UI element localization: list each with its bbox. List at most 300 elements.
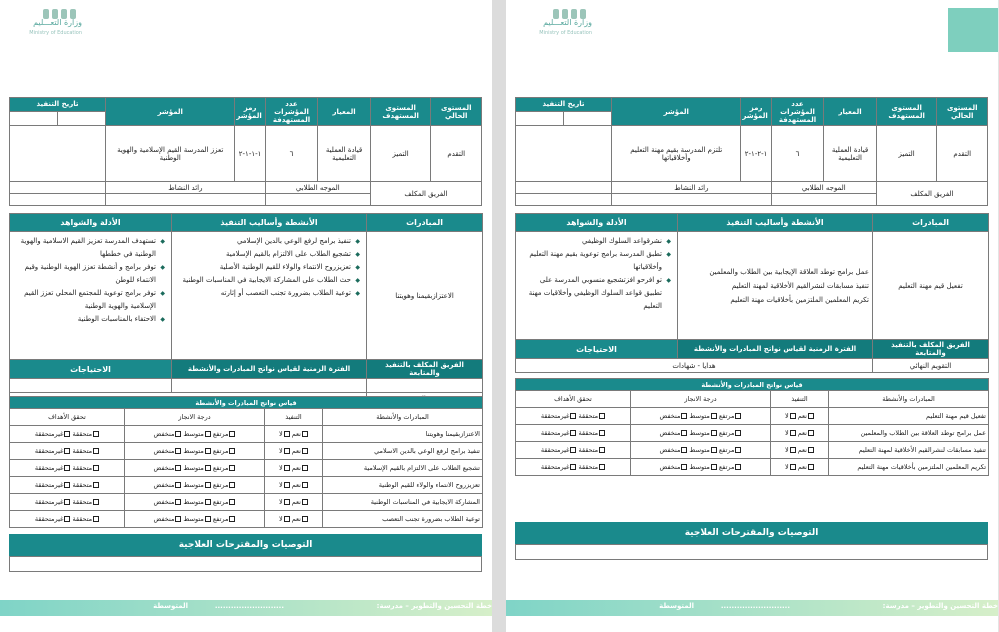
no-label: لا (279, 515, 283, 523)
medium-label: متوسط (689, 463, 710, 471)
low-label: منخفض (153, 515, 175, 523)
initiative-cell: الاعتزازبقيمنا وهويتنا (367, 232, 483, 360)
team-label: الفريق المكلف (370, 182, 481, 206)
checkbox-icon[interactable] (205, 482, 211, 488)
no-option[interactable] (785, 463, 796, 471)
checkbox-icon[interactable] (93, 499, 99, 505)
not-achieved-option[interactable] (35, 447, 71, 455)
yes-option[interactable] (292, 430, 308, 438)
measure-header: قياس نواتج المبادرات والأنشطة (516, 379, 989, 391)
achieved-option[interactable] (578, 446, 605, 454)
achieved-option[interactable] (72, 447, 99, 455)
checkbox-icon[interactable] (229, 482, 235, 488)
low-label: منخفض (153, 447, 175, 455)
execution-cell (265, 460, 323, 477)
medium-label: متوسط (689, 429, 710, 437)
team-followup-header: الفريق المكلف بالتنفيذ والمتابعة (367, 360, 483, 379)
achieved-label: متحققة (578, 412, 599, 420)
checkbox-icon[interactable] (808, 430, 814, 436)
val-current: التقدم (431, 126, 482, 182)
list-item: ◆ تعزيزروح الانتماء والولاء للقيم الوطنية الأصلية (178, 261, 360, 274)
checkbox-icon[interactable] (229, 448, 235, 454)
footer-dots: .......................... (720, 602, 790, 610)
goals-cell (10, 511, 125, 528)
val-indicator: تعزز المدرسة القيم الإسلامية والهوية الوطنية (106, 126, 235, 182)
goals-cell (516, 425, 631, 442)
footer-level: المتوسطة (153, 602, 188, 610)
not-achieved-option[interactable] (541, 412, 577, 420)
val-count: ٦ (265, 126, 318, 182)
checkbox-icon[interactable] (570, 430, 576, 436)
page-right (506, 0, 998, 632)
hdr-standard: المعيار (824, 98, 877, 126)
medium-option[interactable] (689, 446, 716, 454)
high-option[interactable] (719, 463, 742, 471)
logo-sub: Ministry of Education (539, 30, 592, 36)
checkbox-icon[interactable] (681, 430, 687, 436)
checkbox-icon[interactable] (735, 447, 741, 453)
table-row (10, 477, 483, 494)
list-item: ◆ تستهدف المدرسة تعزيز القيم الاسلامية والهوية الوطنية في خططها (16, 235, 165, 261)
achievement-cell (125, 443, 265, 460)
footer-dots: .......................... (214, 602, 284, 610)
col-goals: تحقق الأهداف (516, 391, 631, 408)
yes-option[interactable] (292, 498, 308, 506)
no-label: لا (785, 446, 789, 454)
not-achieved-label: غيرمتحققة (34, 464, 64, 472)
checkbox-icon[interactable] (570, 464, 576, 470)
evidence-header: الأدلة والشواهد (516, 214, 678, 232)
date-boxes (516, 112, 611, 125)
achievement-cell (125, 426, 265, 443)
checkbox-icon[interactable] (302, 448, 308, 454)
table-row (10, 511, 483, 528)
not-achieved-option[interactable] (541, 429, 577, 437)
hdr-date: تاريخ التنفيذ (516, 98, 611, 112)
checkbox-icon[interactable] (808, 447, 814, 453)
team-blank-1 (771, 194, 876, 206)
table-row (516, 459, 989, 476)
checkbox-icon[interactable] (302, 431, 308, 437)
not-achieved-label: غيرمتحققة (34, 515, 64, 523)
achieved-label: متحققة (578, 429, 599, 437)
low-label: منخفض (659, 429, 681, 437)
high-option[interactable] (213, 464, 236, 472)
execution-cell (771, 425, 829, 442)
row-label: المشاركة الايجابية في المناسبات الوطنية (323, 494, 483, 511)
low-option[interactable] (154, 498, 182, 506)
achieved-option[interactable] (578, 429, 605, 437)
high-label: مرتفع (718, 412, 735, 420)
not-achieved-option[interactable] (35, 515, 71, 523)
no-option[interactable] (785, 446, 796, 454)
checkbox-icon[interactable] (229, 499, 235, 505)
team-blank-1 (265, 194, 370, 206)
checkbox-icon[interactable] (790, 413, 796, 419)
low-option[interactable] (154, 481, 182, 489)
indicator-table (9, 97, 482, 206)
high-option[interactable] (719, 429, 742, 437)
val-target: التميز (370, 126, 431, 182)
checkbox-icon[interactable] (711, 464, 717, 470)
not-achieved-label: غيرمتحققة (540, 446, 570, 454)
checkbox-icon[interactable] (599, 430, 605, 436)
team-extra (516, 182, 612, 194)
timeframe-value (172, 379, 367, 393)
achievement-cell (125, 511, 265, 528)
no-label: لا (785, 412, 789, 420)
goals-cell (10, 460, 125, 477)
no-label: لا (785, 463, 789, 471)
hdr-current: المستوى الحالي (431, 98, 482, 126)
val-code: ١-١-١-٢ (235, 126, 265, 182)
checkbox-icon[interactable] (711, 447, 717, 453)
medium-label: متوسط (689, 446, 710, 454)
high-label: مرتفع (212, 481, 229, 489)
col-execution: التنفيذ (771, 391, 829, 408)
checkbox-icon[interactable] (64, 516, 70, 522)
table-row (516, 442, 989, 459)
no-option[interactable] (785, 429, 796, 437)
checkbox-icon[interactable] (93, 431, 99, 437)
row-label: تكريم المعلمين الملتزمين بأخلاقيات مهنة التعليم (829, 459, 989, 476)
checkbox-icon[interactable] (93, 516, 99, 522)
high-label: مرتفع (212, 464, 229, 472)
hdr-code: رمز المؤشر (235, 98, 265, 126)
checkbox-icon[interactable] (681, 447, 687, 453)
low-option[interactable] (154, 447, 182, 455)
needs-value (10, 379, 172, 393)
goals-cell (10, 494, 125, 511)
achieved-option[interactable] (578, 463, 605, 471)
checkbox-icon[interactable] (93, 448, 99, 454)
high-option[interactable] (213, 430, 236, 438)
low-option[interactable] (660, 446, 688, 454)
no-label: لا (279, 498, 283, 506)
date-boxes (10, 112, 105, 125)
hdr-date-cell (10, 98, 106, 126)
hdr-indicator: المؤشر (106, 98, 235, 126)
achieved-label: متحققة (72, 430, 93, 438)
checkbox-icon[interactable] (175, 482, 181, 488)
no-label: لا (785, 429, 789, 437)
execution-cell (265, 426, 323, 443)
execution-cell (771, 408, 829, 425)
col-achievement: درجة الانجاز (125, 409, 265, 426)
table-row (516, 408, 989, 425)
achieved-option[interactable] (578, 412, 605, 420)
no-label: لا (279, 464, 283, 472)
no-option[interactable] (785, 412, 796, 420)
footer-right (506, 600, 998, 616)
corner-decoration (948, 8, 998, 52)
checkbox-icon[interactable] (205, 448, 211, 454)
checkbox-icon[interactable] (599, 464, 605, 470)
col-achievement: درجة الانجاز (631, 391, 771, 408)
high-label: مرتفع (212, 498, 229, 506)
list-item: ◆ توفر برامج و أنشطة تعزز الهوية الوطنية وقيم الانتماء للوطن (16, 261, 165, 287)
high-label: مرتفع (718, 446, 735, 454)
medium-option[interactable] (183, 464, 210, 472)
checkbox-icon[interactable] (808, 464, 814, 470)
execution-cell (265, 477, 323, 494)
row-label: تعزيزروح الانتماء والولاء للقيم الوطنية (323, 477, 483, 494)
col-execution: التنفيذ (265, 409, 323, 426)
high-option[interactable] (213, 515, 236, 523)
checkbox-icon[interactable] (570, 413, 576, 419)
no-label: لا (279, 481, 283, 489)
checkbox-icon[interactable] (205, 499, 211, 505)
medium-option[interactable] (689, 412, 716, 420)
activity-leader-label: رائد النشاط (612, 182, 772, 194)
yes-option[interactable] (798, 446, 814, 454)
low-option[interactable] (660, 412, 688, 420)
yes-option[interactable] (292, 447, 308, 455)
measure-rows (516, 408, 989, 476)
activities-header: الأنشطة وأساليب التنفيذ (172, 214, 367, 232)
achieved-option[interactable] (72, 464, 99, 472)
table-row (10, 443, 483, 460)
checkbox-icon[interactable] (229, 516, 235, 522)
medium-option[interactable] (183, 515, 210, 523)
no-option[interactable] (279, 515, 290, 523)
no-option[interactable] (279, 447, 290, 455)
activity-line: تنفيذ مسابقات لنشرالقيم الأخلاقية لمهنة التعليم (731, 281, 869, 290)
hdr-count: عدد المؤشرات المستهدفة (265, 98, 318, 126)
row-label: تنفيذ مسابقات لنشرالقيم الأخلاقية لمهنة التعليم (829, 442, 989, 459)
val-count: ٦ (771, 126, 824, 182)
not-achieved-option[interactable] (541, 446, 577, 454)
list-item: ◆ نشرقواعد السلوك الوظيفي (522, 235, 671, 248)
medium-option[interactable] (183, 430, 210, 438)
list-item: ◆ تو افرحو افزتشجيع منسوبي المدرسة على تطبيق قواعد السلوك الوظيفي وأخلاقيات مهنة التعليم (522, 274, 671, 313)
medium-option[interactable] (183, 498, 210, 506)
achieved-option[interactable] (72, 430, 99, 438)
high-option[interactable] (719, 446, 742, 454)
needs-header: الاحتياجات (516, 340, 678, 359)
val-standard: قيادة العملية التعليمية (318, 126, 371, 182)
high-option[interactable] (213, 498, 236, 506)
high-label: مرتفع (718, 463, 735, 471)
yes-label: نعم (291, 447, 301, 455)
checkbox-icon[interactable] (64, 499, 70, 505)
high-option[interactable] (213, 481, 236, 489)
hdr-current: المستوى الحالي (937, 98, 988, 126)
checkbox-icon[interactable] (93, 465, 99, 471)
checkbox-icon[interactable] (599, 413, 605, 419)
execution-cell (265, 443, 323, 460)
evidence-cell (10, 232, 172, 360)
checkbox-icon[interactable] (599, 447, 605, 453)
achievement-cell (631, 442, 771, 459)
table-row (10, 426, 483, 443)
checkbox-icon[interactable] (175, 465, 181, 471)
low-option[interactable] (660, 429, 688, 437)
not-achieved-option[interactable] (35, 464, 71, 472)
not-achieved-option[interactable] (35, 481, 71, 489)
not-achieved-label: غيرمتحققة (540, 429, 570, 437)
medium-option[interactable] (689, 429, 716, 437)
yes-option[interactable] (292, 481, 308, 489)
no-option[interactable] (279, 464, 290, 472)
checkbox-icon[interactable] (64, 431, 70, 437)
table-row (10, 494, 483, 511)
activities-header: الأنشطة وأساليب التنفيذ (678, 214, 873, 232)
logo-sub: Ministry of Education (29, 30, 82, 36)
hdr-date-cell (516, 98, 612, 126)
yes-option[interactable] (292, 515, 308, 523)
checkbox-icon[interactable] (790, 430, 796, 436)
checkbox-icon[interactable] (229, 465, 235, 471)
initiatives-table (9, 213, 483, 405)
achieved-option[interactable] (72, 498, 99, 506)
checkbox-icon[interactable] (205, 516, 211, 522)
no-option[interactable] (279, 498, 290, 506)
low-label: منخفض (153, 430, 175, 438)
low-option[interactable] (154, 464, 182, 472)
checkbox-icon[interactable] (735, 413, 741, 419)
student-guide-label: الموجه الطلابي (771, 182, 876, 194)
checkbox-icon[interactable] (302, 516, 308, 522)
yes-option[interactable] (798, 412, 814, 420)
recommendations-blank (9, 556, 482, 572)
achieved-option[interactable] (72, 515, 99, 523)
not-achieved-option[interactable] (35, 498, 71, 506)
low-label: منخفض (659, 463, 681, 471)
not-achieved-label: غيرمتحققة (34, 430, 64, 438)
val-date (516, 126, 612, 182)
yes-label: نعم (797, 412, 807, 420)
checkbox-icon[interactable] (711, 430, 717, 436)
low-label: منخفض (659, 412, 681, 420)
hdr-standard: المعيار (318, 98, 371, 126)
checkbox-icon[interactable] (570, 447, 576, 453)
checkbox-icon[interactable] (302, 482, 308, 488)
achieved-label: متحققة (72, 481, 93, 489)
checkbox-icon[interactable] (64, 465, 70, 471)
checkbox-icon[interactable] (284, 516, 290, 522)
checkbox-icon[interactable] (735, 430, 741, 436)
row-label: تنفيذ برامج لرفع الوعي بالدين الاسلامي (323, 443, 483, 460)
needs-header: الاحتياجات (10, 360, 172, 379)
checkbox-icon[interactable] (175, 448, 181, 454)
achieved-label: متحققة (72, 515, 93, 523)
achieved-label: متحققة (72, 498, 93, 506)
low-option[interactable] (660, 463, 688, 471)
checkbox-icon[interactable] (229, 431, 235, 437)
checkbox-icon[interactable] (302, 499, 308, 505)
achieved-label: متحققة (578, 446, 599, 454)
goals-cell (10, 477, 125, 494)
checkbox-icon[interactable] (284, 499, 290, 505)
activities-cell (678, 232, 873, 340)
hdr-indicator: المؤشر (612, 98, 741, 126)
no-option[interactable] (279, 481, 290, 489)
yes-option[interactable] (292, 464, 308, 472)
hdr-code: رمز المؤشر (741, 98, 771, 126)
not-achieved-option[interactable] (35, 430, 71, 438)
checkbox-icon[interactable] (735, 464, 741, 470)
ministry-logo-right (518, 4, 592, 44)
medium-option[interactable] (183, 447, 210, 455)
checkbox-icon[interactable] (302, 465, 308, 471)
checkbox-icon[interactable] (93, 482, 99, 488)
measure-table-left (9, 396, 483, 528)
list-item: ◆ توفر برامج توعوية للمجتمع المحلي تعزز القيم الإسلامية والهوية الوطنية (16, 287, 165, 313)
high-option[interactable] (719, 412, 742, 420)
row-label: عمل برامج توطد العلاقة بين الطلاب والمعلمين (829, 425, 989, 442)
high-option[interactable] (213, 447, 236, 455)
activity-line: عمل برامج توطد العلاقة الإيجابية بين الطلاب والمعلمين (709, 267, 869, 276)
col-init-activities: المبادرات والأنشطة (829, 391, 989, 408)
checkbox-icon[interactable] (790, 447, 796, 453)
checkbox-icon[interactable] (284, 448, 290, 454)
checkbox-icon[interactable] (790, 464, 796, 470)
achievement-cell (125, 494, 265, 511)
activities-list (175, 233, 363, 302)
yes-option[interactable] (798, 463, 814, 471)
low-option[interactable] (154, 430, 182, 438)
checkbox-icon[interactable] (681, 413, 687, 419)
medium-option[interactable] (689, 463, 716, 471)
yes-option[interactable] (798, 429, 814, 437)
checkbox-icon[interactable] (64, 482, 70, 488)
achievement-cell (631, 425, 771, 442)
not-achieved-label: غيرمتحققة (34, 481, 64, 489)
logo-mark-icon (36, 4, 76, 16)
timeframe-header: الفترة الزمنية لقياس نواتج المبادرات والأنشطة (172, 360, 367, 379)
checkbox-icon[interactable] (808, 413, 814, 419)
low-label: منخفض (659, 446, 681, 454)
hdr-count: عدد المؤشرات المستهدفة (771, 98, 824, 126)
timeframe-header: الفترة الزمنية لقياس نواتج المبادرات والأنشطة (678, 340, 873, 359)
table-row (516, 425, 989, 442)
checkbox-icon[interactable] (175, 499, 181, 505)
team-blank-2 (612, 194, 772, 206)
medium-label: متوسط (183, 430, 204, 438)
recommendations-header: التوصيات والمقترحات العلاجية (515, 522, 988, 544)
not-achieved-label: غيرمتحققة (540, 463, 570, 471)
checkbox-icon[interactable] (711, 413, 717, 419)
list-item: ◆ حث الطلاب على المشاركة الايجابية في المناسبات الوطنية (178, 274, 360, 287)
team-followup-header: الفريق المكلف بالتنفيذ والمتابعة (873, 340, 989, 359)
no-option[interactable] (279, 430, 290, 438)
not-achieved-label: غيرمتحققة (34, 498, 64, 506)
goals-cell (516, 459, 631, 476)
achieved-option[interactable] (72, 481, 99, 489)
checkbox-icon[interactable] (205, 431, 211, 437)
checkbox-icon[interactable] (175, 516, 181, 522)
checkbox-icon[interactable] (681, 464, 687, 470)
checkbox-icon[interactable] (64, 448, 70, 454)
val-current: التقدم (937, 126, 988, 182)
checkbox-icon[interactable] (284, 465, 290, 471)
indicator-table-right (515, 97, 988, 206)
needs-value: هدايا - شهادات (516, 359, 873, 373)
checkbox-icon[interactable] (205, 465, 211, 471)
medium-label: متوسط (183, 515, 204, 523)
medium-option[interactable] (183, 481, 210, 489)
low-option[interactable] (154, 515, 182, 523)
page-left (0, 0, 492, 632)
checkbox-icon[interactable] (284, 431, 290, 437)
checkbox-icon[interactable] (284, 482, 290, 488)
checkbox-icon[interactable] (175, 431, 181, 437)
recommendations-blank (515, 544, 988, 560)
goals-cell (10, 426, 125, 443)
not-achieved-option[interactable] (541, 463, 577, 471)
activities-text (681, 265, 869, 307)
